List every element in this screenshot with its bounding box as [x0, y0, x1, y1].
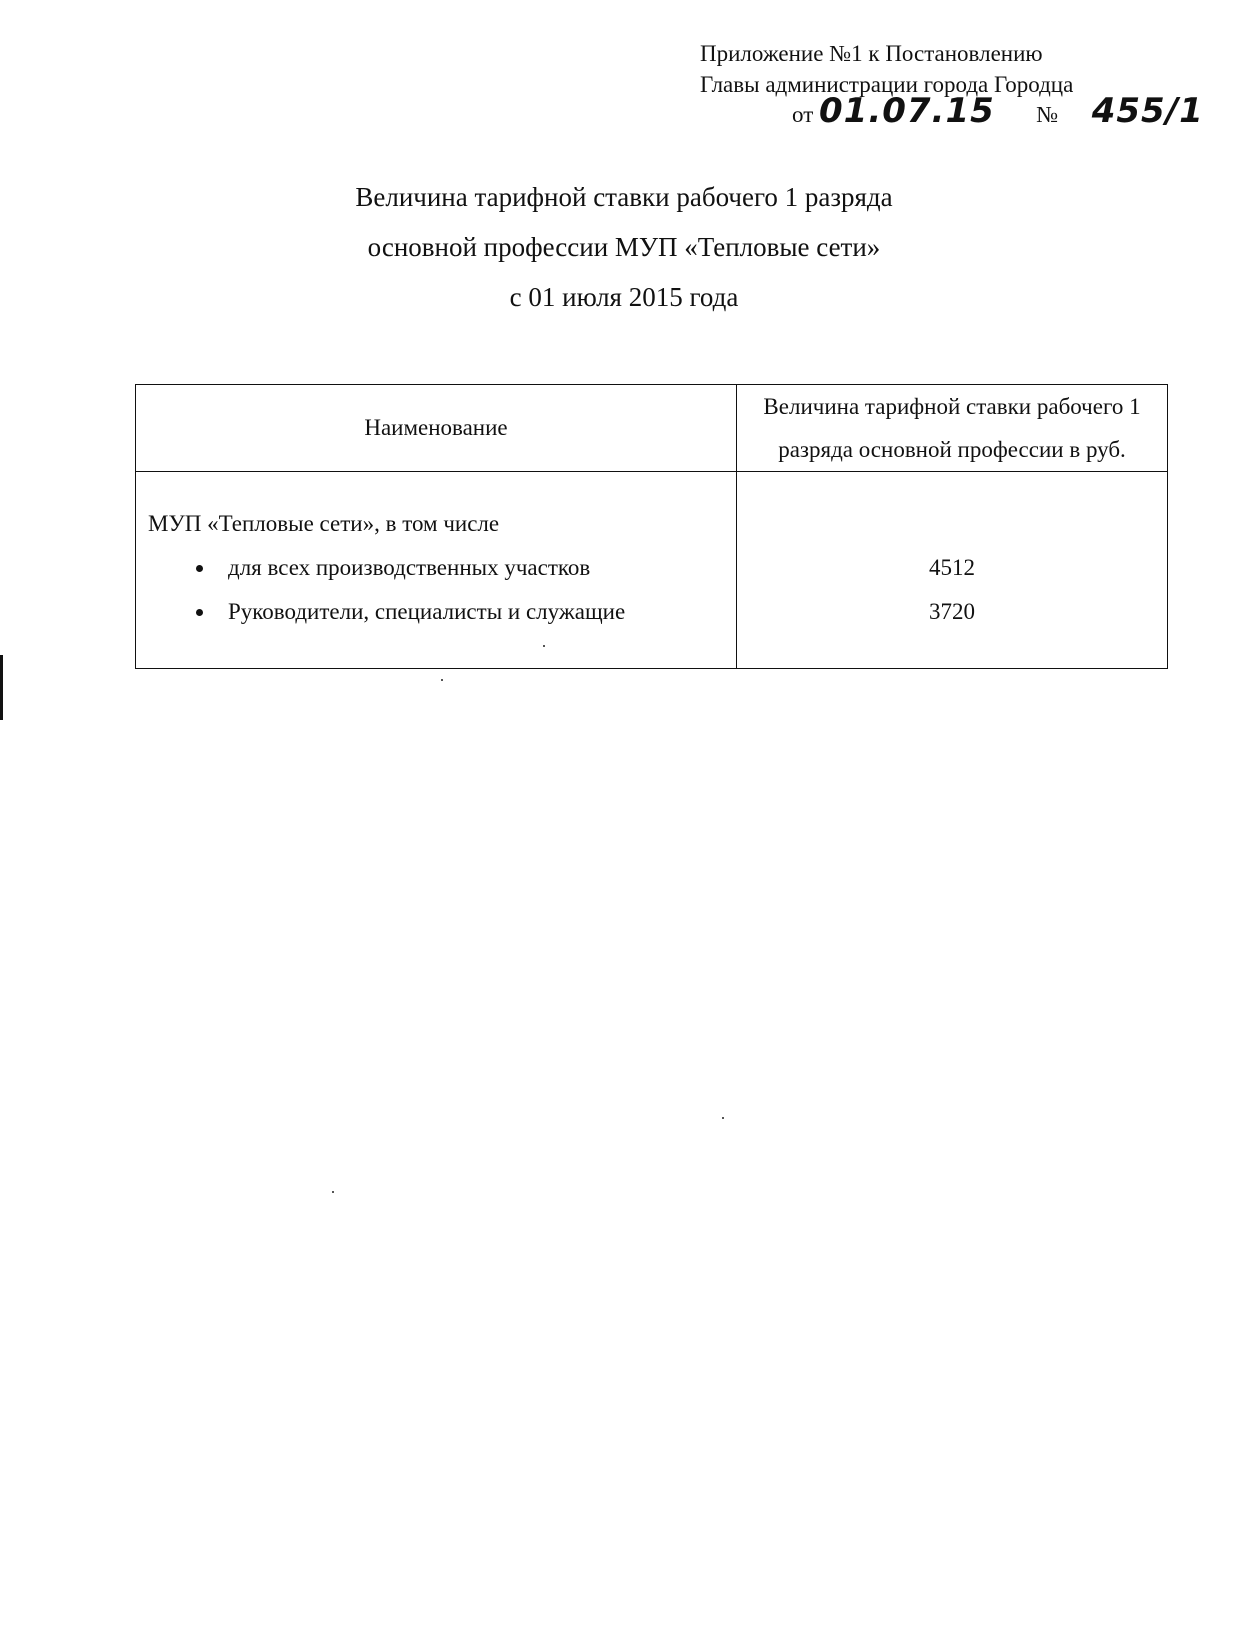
handwritten-number: 455/1 — [1091, 91, 1204, 131]
bullet-icon — [196, 609, 203, 616]
list-item — [148, 590, 736, 634]
group-label: МУП «Тепловые сети», в том числе — [148, 511, 500, 536]
from-prefix: от — [792, 102, 814, 127]
row-name: для всех производственных участков — [228, 555, 591, 580]
header-name: Наименование — [136, 385, 737, 472]
title-line-1: Величина тарифной ставки рабочего 1 разряда — [355, 182, 893, 212]
scan-speck — [332, 1191, 334, 1193]
table-row — [136, 472, 1168, 669]
title-line-2: основной профессии МУП «Тепловые сети» — [367, 232, 881, 262]
tariff-table — [135, 384, 1168, 669]
bullet-icon — [196, 565, 203, 572]
scan-edge-mark — [0, 655, 3, 720]
table-header-row — [136, 385, 1168, 472]
values-cell — [737, 472, 1168, 669]
scan-speck — [441, 679, 443, 681]
appendix-line-2: Главы администрации города Городца — [700, 72, 1074, 97]
row-value: 3720 — [929, 599, 975, 624]
row-value: 4512 — [929, 555, 975, 580]
row-name: Руководители, специалисты и служащие — [228, 599, 626, 624]
appendix-header — [700, 38, 1204, 131]
document-title — [0, 172, 1248, 322]
appendix-date-number-line — [792, 91, 1204, 131]
title-line-3: с 01 июля 2015 года — [509, 282, 739, 312]
list-item — [148, 546, 736, 590]
scan-speck — [722, 1117, 724, 1119]
scan-speck — [543, 645, 545, 647]
header-value: Величина тарифной ставки рабочего 1 разряда основной профессии в руб. — [737, 385, 1168, 472]
handwritten-date: 01.07.15 — [819, 91, 995, 131]
number-sign: № — [1036, 102, 1059, 127]
appendix-line-1: Приложение №1 к Постановлению — [700, 41, 1043, 66]
names-cell — [136, 472, 737, 669]
